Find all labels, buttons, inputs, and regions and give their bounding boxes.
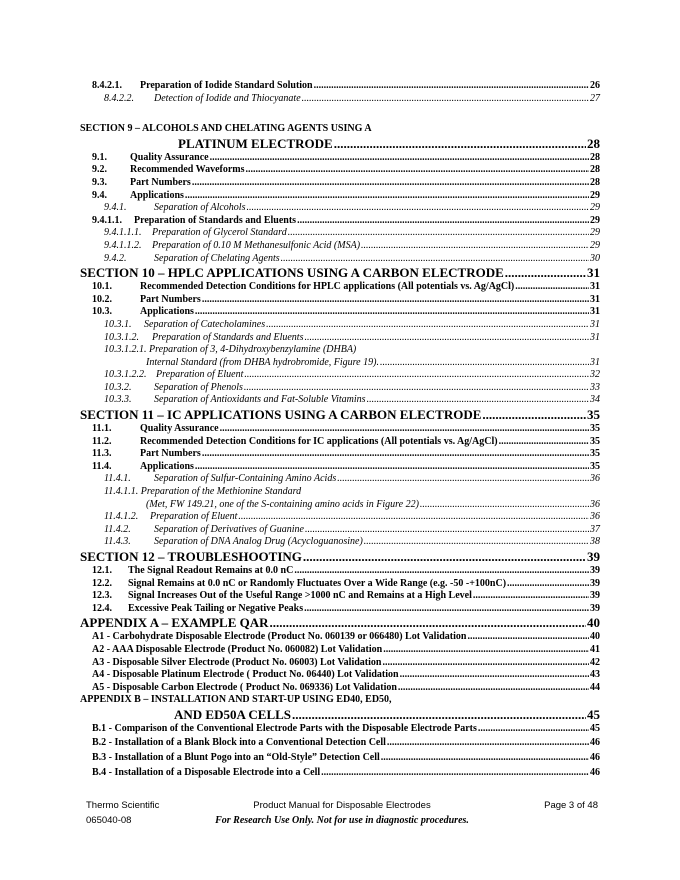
footer-notice: For Research Use Only. Not for use in diagnostic procedures. xyxy=(215,815,469,826)
toc-entry[interactable]: 11.2. Recommended Detection Conditions for IC applications (All potentials vs. Ag/AgCl) ..... 35 xyxy=(80,436,600,449)
toc-entry[interactable]: 9.2. Recommended Waveforms ..... 28 xyxy=(80,164,600,177)
toc-entry[interactable]: 9.4.1.1. Preparation of Standards and Eluents ..... 29 xyxy=(80,215,600,228)
toc-entry[interactable]: A5 - Disposable Carbon Electrode ( Product No. 069336) Lot Validation ..... 44 xyxy=(80,682,600,695)
toc-entry[interactable]: 10.3.1.2.2. Preparation of Eluent ..... 32 xyxy=(80,369,600,382)
toc-entry-line1[interactable]: 11.4.1.1. Preparation of the Methionine Standard xyxy=(104,486,302,498)
toc-entry[interactable]: 10.2. Part Numbers ..... 31 xyxy=(80,294,600,307)
toc-entry[interactable]: 10.3.1. Separation of Catecholamines ..... 31 xyxy=(80,319,600,332)
toc-entry[interactable]: 9.4. Applications ..... 29 xyxy=(80,190,600,203)
toc-entry[interactable]: 12.3. Signal Increases Out of the Useful Range >1000 nC and Remains at a High Level ..... 39 xyxy=(80,590,600,603)
toc-entry[interactable]: 9.3. Part Numbers ..... 28 xyxy=(80,177,600,190)
section-heading[interactable]: SECTION 12 – TROUBLESHOOTING ..... 39 xyxy=(80,549,600,565)
toc-entry[interactable]: 10.1. Recommended Detection Conditions for HPLC applications (All potentials vs. Ag/AgCl) ..... 31 xyxy=(80,281,600,294)
toc-entry[interactable]: B.3 - Installation of a Blunt Pogo into an “Old-Style” Detection Cell ..... 46 xyxy=(80,750,600,765)
toc-entry[interactable]: 10.3.2. Separation of Phenols ..... 33 xyxy=(80,382,600,395)
toc-entry[interactable]: A4 - Disposable Platinum Electrode ( Product No. 06440) Lot Validation ..... 43 xyxy=(80,669,600,682)
toc-entry[interactable]: 11.4.1. Separation of Sulfur-Containing Amino Acids ..... 36 xyxy=(80,473,600,486)
toc-entry[interactable]: 8.4.2.2. Detection of Iodide and Thiocyanate ..... 27 xyxy=(80,93,600,106)
toc-entry[interactable]: 11.4.2. Separation of Derivatives of Guanine ..... 37 xyxy=(80,524,600,537)
section-heading[interactable]: SECTION 10 – HPLC APPLICATIONS USING A CARBON ELECTRODE ..... 31 xyxy=(80,265,600,281)
footer-page-number: Page 3 of 48 xyxy=(544,800,598,811)
page-footer xyxy=(86,800,598,830)
toc-entry[interactable]: 11.4. Applications ..... 35 xyxy=(80,461,600,474)
toc-entry[interactable]: A1 - Carbohydrate Disposable Electrode (Product No. 060139 or 066480) Lot Validation ..... 40 xyxy=(80,631,600,644)
toc-entry[interactable]: 10.3.1.2. Preparation of Standards and Eluents ..... 31 xyxy=(80,332,600,345)
toc-entry[interactable]: A2 - AAA Disposable Electrode (Product No. 060082) Lot Validation ..... 41 xyxy=(80,644,600,657)
toc-entry[interactable]: 11.3. Part Numbers ..... 35 xyxy=(80,448,600,461)
toc-entry[interactable]: B.4 - Installation of a Disposable Electrode into a Cell ..... 46 xyxy=(80,765,600,781)
toc-entry[interactable]: 11.4.3. Separation of DNA Analog Drug (Acycloguanosine) ..... 38 xyxy=(80,536,600,549)
toc-entry[interactable]: 9.1. Quality Assurance ..... 28 xyxy=(80,152,600,165)
toc-entry[interactable]: 9.4.2. Separation of Chelating Agents ..... 30 xyxy=(80,253,600,266)
toc-entry[interactable]: 9.4.1.1.1. Preparation of Glycerol Standard ..... 29 xyxy=(80,227,600,240)
toc-entry[interactable]: 12.1. The Signal Readout Remains at 0.0 nC ..... 39 xyxy=(80,565,600,578)
footer-brand: Thermo Scientific xyxy=(86,800,160,811)
toc-entry[interactable]: A3 - Disposable Silver Electrode (Product No. 06003) Lot Validation ..... 42 xyxy=(80,657,600,670)
toc-entry[interactable]: 10.3.3. Separation of Antioxidants and Fat-Soluble Vitamins ..... 34 xyxy=(80,394,600,407)
section-heading-line1[interactable]: APPENDIX B – INSTALLATION AND START-UP USING ED40, ED50, xyxy=(80,694,392,706)
table-of-contents xyxy=(80,80,600,781)
toc-entry-line1[interactable]: 10.3.1.2.1. Preparation of 3, 4-Dihydroxybenzylamine (DHBA) xyxy=(104,344,357,356)
toc-entry[interactable]: 9.4.1. Separation of Alcohols ..... 29 xyxy=(80,202,600,215)
section-heading[interactable]: SECTION 11 – IC APPLICATIONS USING A CARBON ELECTRODE ..... 35 xyxy=(80,407,600,423)
toc-entry[interactable]: 12.4. Excessive Peak Tailing or Negative Peaks ..... 39 xyxy=(80,603,600,616)
section-heading-line1[interactable]: SECTION 9 – ALCOHOLS AND CHELATING AGENTS USING A xyxy=(80,123,372,135)
toc-entry[interactable]: 11.4.1.2. Preparation of Eluent ..... 36 xyxy=(80,511,600,524)
toc-entry[interactable]: 8.4.2.1. Preparation of Iodide Standard Solution ..... 26 xyxy=(80,80,600,93)
toc-entry[interactable]: 12.2. Signal Remains at 0.0 nC or Randomly Fluctuates Over a Wide Range (e.g. -50 -+100nC) ..... 39 xyxy=(80,578,600,591)
toc-entry[interactable]: B.1 - Comparison of the Conventional Electrode Parts with the Disposable Electrode Parts ..... 45 xyxy=(80,723,600,736)
footer-manual-title: Product Manual for Disposable Electrodes xyxy=(253,800,431,811)
section-heading[interactable]: AND ED50A CELLS ..... 45 xyxy=(80,707,600,723)
section-heading[interactable]: PLATINUM ELECTRODE ..... 28 xyxy=(80,136,600,152)
toc-entry[interactable]: 11.1. Quality Assurance ..... 35 xyxy=(80,423,600,436)
section-heading[interactable]: APPENDIX A – EXAMPLE QAR ..... 40 xyxy=(80,615,600,631)
toc-entry[interactable]: 10.3. Applications ..... 31 xyxy=(80,306,600,319)
toc-entry[interactable]: B.2 - Installation of a Blank Block into a Conventional Detection Cell ..... 46 xyxy=(80,736,600,750)
toc-entry[interactable]: Internal Standard (from DHBA hydrobromide, Figure 19). ..... 31 xyxy=(80,357,600,370)
toc-entry[interactable]: (Met, FW 149.21, one of the S-containing amino acids in Figure 22) ..... 36 xyxy=(80,499,600,512)
toc-entry[interactable]: 9.4.1.1.2. Preparation of 0.10 M Methanesulfonic Acid (MSA) ..... 29 xyxy=(80,240,600,253)
footer-doc-number: 065040-08 xyxy=(86,815,132,826)
